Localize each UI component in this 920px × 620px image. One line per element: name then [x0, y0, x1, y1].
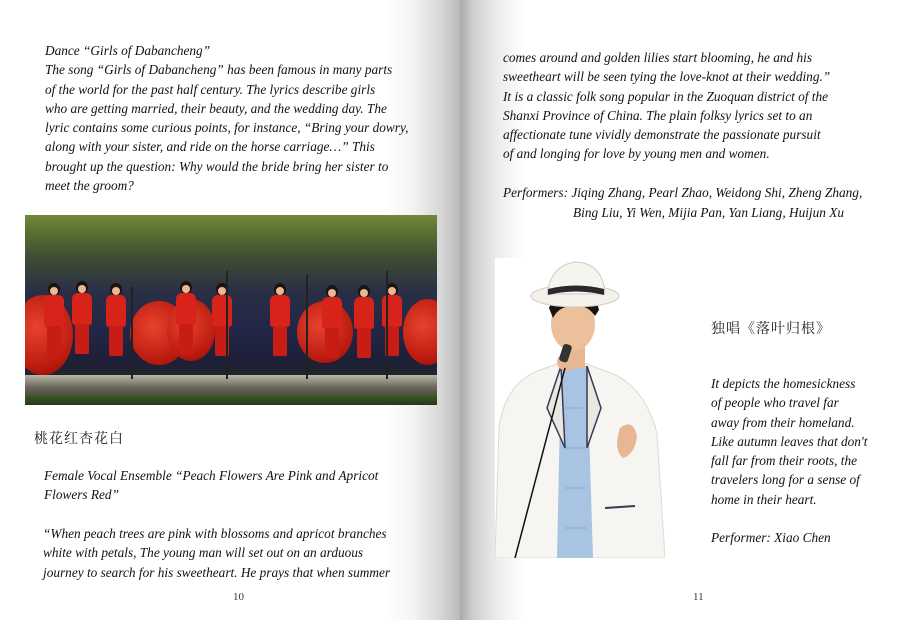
ensemble-title-line: Female Vocal Ensemble “Peach Flowers Are Pink and Apricot — [44, 468, 379, 483]
performers-line: Performers: Jiqing Zhang, Pearl Zhao, Weidong Shi, Zheng Zhang, — [503, 185, 863, 200]
continued-line: comes around and golden lilies start blooming, he and his — [503, 50, 813, 65]
soloist-illustration — [495, 258, 665, 558]
dance-line: The song “Girls of Dabancheng” has been famous in many parts — [45, 62, 393, 78]
quote-line: white with petals, The young man will set out on an arduous — [43, 545, 364, 561]
quote-line: “When peach trees are pink with blossoms and apricot branches — [43, 526, 387, 541]
dance-line: along with your sister, and ride on the horse carriage…” This — [45, 139, 375, 155]
solo-cjk-title: 独唱《落叶归根》 — [711, 321, 831, 337]
song-cjk-title: 桃花红杏花白 — [34, 431, 124, 447]
solo-desc-line: of people who travel far — [711, 395, 839, 411]
solo-description — [711, 374, 911, 509]
solo-desc-line: It depicts the homesickness — [711, 376, 856, 391]
continued-line: It is a classic folk song popular in the Zuoquan district of the — [503, 88, 829, 104]
quote-section — [43, 524, 448, 582]
continued-line: affectionate tune vividly demonstrate the passionate pursuit — [503, 127, 821, 143]
solo-desc-line: home in their heart. — [711, 491, 817, 507]
ensemble-title — [44, 466, 444, 505]
ensemble-photo — [25, 215, 437, 405]
dance-line: of the world for the past half century. The lyrics describe girls — [45, 81, 376, 97]
dance-line: lyric contains some curious points, for instance, “Bring your dowry, — [45, 120, 409, 136]
soloist-photo — [495, 258, 665, 558]
continued-line: Shanxi Province of China. The plain folksy lyrics set to an — [503, 107, 813, 123]
continued-section — [503, 48, 903, 164]
solo-desc-line: fall far from their roots, the — [711, 453, 858, 469]
dance-line: who are getting married, their beauty, and the wedding day. The — [45, 100, 387, 116]
page-number-right: 11 — [693, 591, 704, 603]
dance-line: meet the groom? — [45, 178, 134, 194]
continued-line: sweetheart will be seen tying the love-knot at their wedding.” — [503, 69, 831, 85]
page-number-left: 10 — [233, 591, 244, 603]
solo-desc-line: travelers long for a sense of — [711, 472, 860, 488]
solo-desc-line: away from their homeland. — [711, 414, 855, 430]
dance-heading: Dance “Girls of Dabancheng” — [45, 43, 211, 58]
performers-line: Bing Liu, Yi Wen, Mijia Pan, Yan Liang, Huijun Xu — [573, 205, 845, 220]
solo-desc-line: Like autumn leaves that don't — [711, 433, 868, 449]
dance-line: brought up the question: Why would the bride bring her sister to — [45, 158, 389, 174]
continued-line: of and longing for love by young men and women. — [503, 146, 770, 162]
ensemble-title-line: Flowers Red” — [44, 487, 119, 503]
quote-line: journey to search for his sweetheart. He prays that when summer — [43, 564, 391, 580]
dance-section — [45, 41, 445, 195]
solo-performer: Performer: Xiao Chen — [711, 530, 831, 545]
